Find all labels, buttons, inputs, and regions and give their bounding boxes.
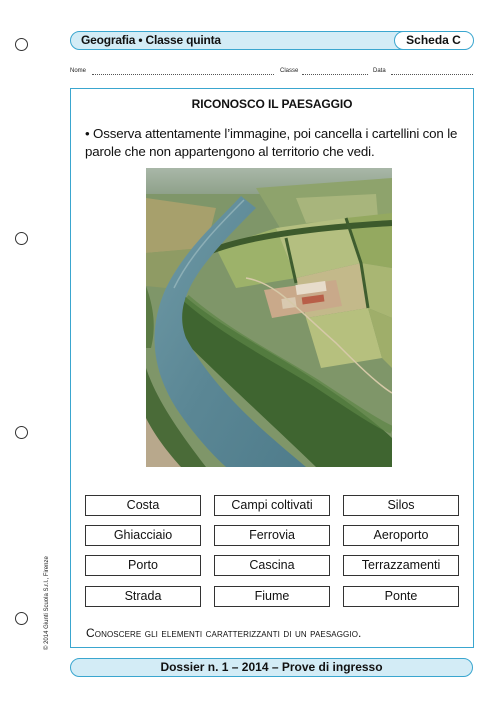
student-fields	[70, 66, 475, 78]
card-ghiacciaio[interactable]: Ghiacciaio	[85, 525, 201, 546]
card-cascina[interactable]: Cascina	[214, 555, 330, 576]
word-cards-grid	[85, 495, 459, 609]
card-campi-coltivati[interactable]: Campi coltivati	[214, 495, 330, 516]
instruction-text: • Osserva attentamente l’immagine, poi cancella i cartellini con le parole che non appartengono al territorio che vedi.	[85, 126, 458, 159]
class-line[interactable]	[302, 74, 368, 75]
card-costa[interactable]: Costa	[85, 495, 201, 516]
header-title: Geografia • Classe quinta	[81, 33, 221, 47]
name-line[interactable]	[92, 74, 274, 75]
sheet-title: RICONOSCO IL PAESAGGIO	[191, 97, 353, 111]
date-label: Data	[373, 68, 386, 74]
card-terrazzamenti[interactable]: Terrazzamenti	[343, 555, 459, 576]
learning-objective: Conoscere gli elementi caratterizzanti di un paesaggio.	[86, 626, 362, 640]
copyright-note: © 2014 Giunti Scuola S.r.l., Firenze	[44, 556, 50, 650]
aerial-landscape-photo	[146, 168, 392, 467]
footer-bar: Dossier n. 1 – 2014 – Prove di ingresso	[70, 658, 473, 677]
card-aeroporto[interactable]: Aeroporto	[343, 525, 459, 546]
card-silos[interactable]: Silos	[343, 495, 459, 516]
binder-hole-4	[15, 612, 28, 625]
binder-hole-2	[15, 232, 28, 245]
card-ferrovia[interactable]: Ferrovia	[214, 525, 330, 546]
name-label: Nome	[70, 68, 87, 74]
card-ponte[interactable]: Ponte	[343, 586, 459, 607]
date-line[interactable]	[391, 74, 473, 75]
card-porto[interactable]: Porto	[85, 555, 201, 576]
binder-hole-1	[15, 38, 28, 51]
binder-hole-3	[15, 426, 28, 439]
class-label: Classe	[280, 68, 299, 74]
card-strada[interactable]: Strada	[85, 586, 201, 607]
card-fiume[interactable]: Fiume	[214, 586, 330, 607]
header-bar	[70, 31, 473, 50]
sheet-tab: Scheda C	[394, 31, 474, 50]
